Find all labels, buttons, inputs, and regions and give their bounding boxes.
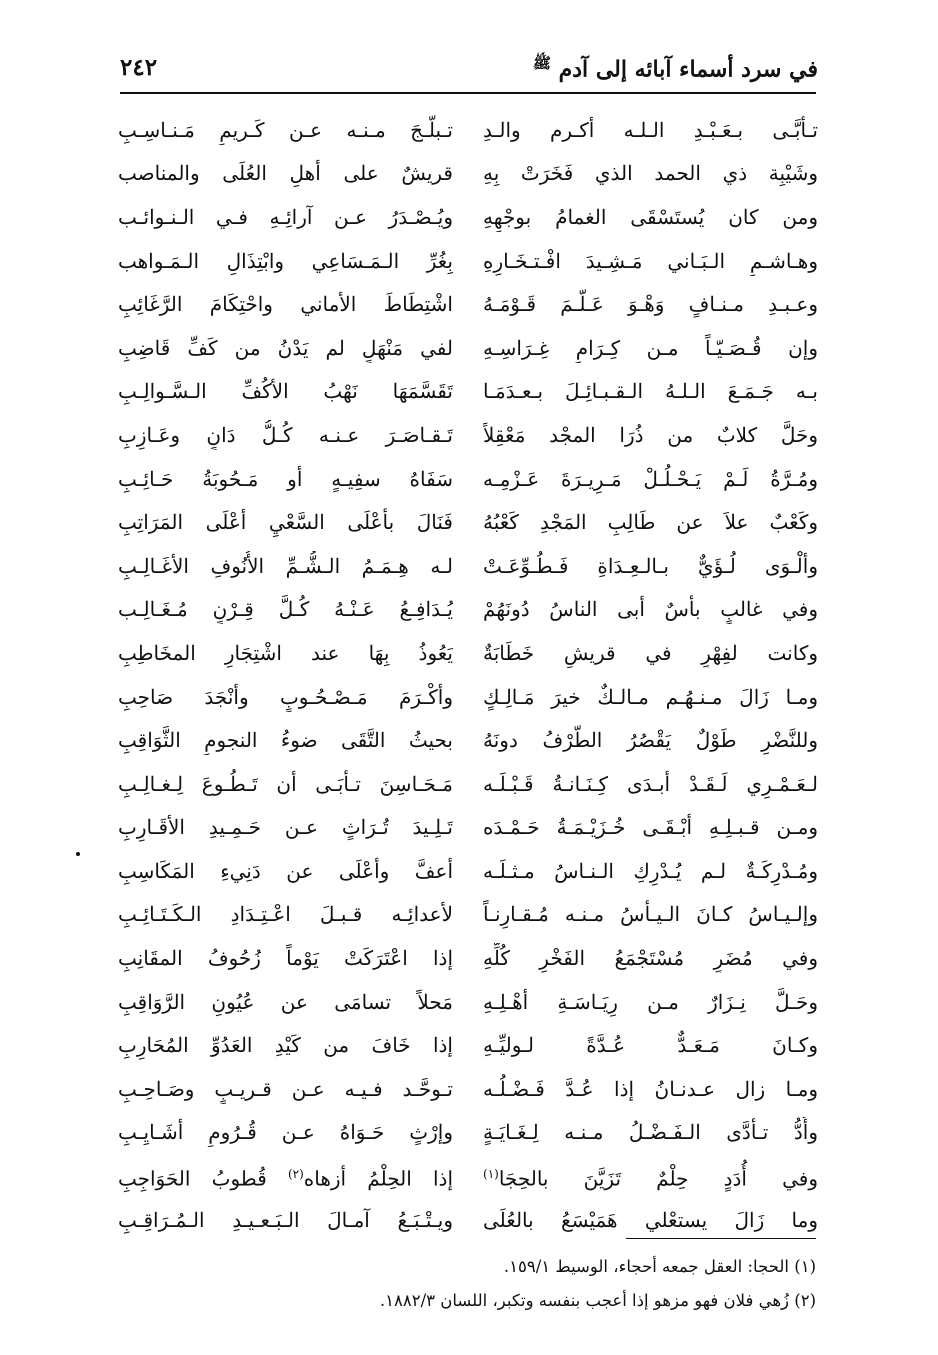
verse-line (118, 326, 818, 370)
verse-line (118, 108, 818, 152)
running-header (120, 48, 818, 88)
verse-line (118, 893, 818, 937)
honorific-symbol: ﷺ (532, 54, 551, 72)
footnote-divider (626, 1238, 816, 1239)
chapter-title-text: في سرد أسماء آبائه إلى آدم (558, 56, 818, 83)
second-hemistich: تَقَسَّمَهَا نَهْبُ الأكُفِّ الـسَّـوالِـبِ (118, 379, 453, 404)
verse-line (118, 1198, 818, 1242)
second-hemistich: بِغُرِّ الـمَـسَاعِي وابْتِذَالِ الـمَـواهب (118, 248, 453, 273)
footnote-marker[interactable]: (٢) (287, 1166, 304, 1181)
verse-line (118, 413, 818, 457)
verse-line (118, 849, 818, 893)
second-hemistich: ويُـصْـدَرُ عـن آرائِـهِ فـي الـنـوائـب (118, 204, 453, 229)
first-hemistich (483, 1159, 818, 1194)
verse-line (118, 500, 818, 544)
first-hemistich: ومُـرَّةُ لَـمْ يَـحْـلُـلْ مَـرِيـرَةَ عَـزْمِـه (483, 466, 818, 491)
first-hemistich: وشَيْبِة ذي الحمد الذي فَخَرَتْ بِهِ (483, 161, 818, 186)
verse-line (118, 762, 818, 806)
verse-line (118, 980, 818, 1024)
verse-line (118, 370, 818, 414)
verse-line (118, 806, 818, 850)
first-hemistich: وإلـيـاسُ كـانَ الـيـأْسُ مـنـه مُـقـارِنـاً (483, 902, 818, 927)
second-hemistich: لفي مَنْهَلٍ لم يَدْنُ من كَفِّ قَاضِبِ (118, 335, 453, 360)
page-number: ٢٤٢ (120, 54, 158, 81)
second-hemistich: أعفَّ وأعْلَى عن دَنِيءِ المَكَاسِبِ (118, 858, 453, 883)
second-hemistich: تَـلِـيدَ تُـرَاثٍ عـن حَـمِـيدِ الأقَـارِبِ (118, 815, 453, 840)
verse-line (118, 457, 818, 501)
first-hemistich: وحَلَّ كلابٌ من ذُرَا المجْد مَعْقِلاً (483, 422, 818, 447)
first-hemistich: وكـانَ مَـعَـدٌّ عُـدَّةً لـوليِّـهِ (483, 1033, 818, 1058)
second-hemistich: ويـتْـبَـعُ آمـالَ الـبَـعـيـدِ الـمُـرَاقِـبِ (118, 1207, 453, 1232)
first-hemistich: وفي مُضَرٍ مُسْتَجْمَعُ الفَخْرِ كُلِّهِ (483, 946, 818, 971)
second-hemistich: وإرْثٍ حَـوَاهُ عـن قُـرُومٍ أشَـايِـبِ (118, 1120, 453, 1145)
first-hemistich: ومـا زَالَ مـنـهُـم مـالـكٌ خيرَ مَـالِـكٍ (483, 684, 818, 709)
verse-line (118, 1067, 818, 1111)
first-hemistich: وكانت لفِهْرٍ في قريشٍ خَطَابَةٌ (483, 640, 818, 665)
print-speck (76, 852, 80, 856)
first-hemistich: بـه جَـمَـعَ الـلـهُ الـقـبـائِـلَ بـعـدَمَـا (483, 379, 818, 404)
verse-line (118, 1154, 818, 1198)
hemistich-text: قُطوبُ الحَوَاجِبِ (118, 1166, 288, 1191)
footnote: (١) الحجا: العقل جمعه أحجاء، الوسيط ١٥٩/١. (503, 1257, 816, 1276)
verse-line (118, 631, 818, 675)
hemistich-text: إذا الحِلْمُ أزهاه (303, 1166, 453, 1191)
first-hemistich: ومن كان يُستَسْقَى الغمامُ بوجْهِهِ (483, 204, 818, 229)
verse-line (118, 544, 818, 588)
first-hemistich: وإن قُـصَـيّـاً مـن كِـرَامِ غِـرَاسِـهِ (483, 335, 818, 360)
second-hemistich: تَـقـاصَـرَ عـنـه كُـلُّ دَانٍ وعَـازِبِ (118, 422, 453, 447)
first-hemistich: تـأبَّـى بـعَـبْـدِ الـلـه أكـرم والـدِ (483, 117, 818, 142)
verse-line (118, 1023, 818, 1067)
second-hemistich: يَعُوذُ بِهَا عند اشْتِجَارِ المخَاطِبِ (118, 640, 453, 665)
second-hemistich: بحيثُ التَّقَى ضوءُ النجومِ الثَّوَاقِبِ (118, 728, 453, 753)
first-hemistich: وفي غالبٍ بأْسٌ أبى الناسُ دُونَهُمْ (483, 597, 818, 622)
first-hemistich: وكَعْبٌ علاَ عن طَالِبِ المَجْدِ كَعْبُهُ (483, 510, 818, 535)
first-hemistich: وأُدُّ تـأدَّى الـفَـضْـلُ مـنـه لِـغَـايَـةٍ (483, 1120, 818, 1145)
verse-line (118, 718, 818, 762)
verse-line (118, 239, 818, 283)
verse-line (118, 282, 818, 326)
chapter-title (533, 54, 818, 82)
second-hemistich: تـوحَّـد فـيـه عـن قـريـبٍ وصَـاحِـبِ (118, 1076, 453, 1101)
footnotes (116, 1254, 816, 1322)
second-hemistich (118, 1159, 453, 1194)
footnote-marker[interactable]: (١) (483, 1166, 499, 1181)
first-hemistich: وللنَّضْرِ طَوْلٌ يَقْصُرُ الطَّرْفُ دونَهُ (483, 728, 818, 753)
second-hemistich: اشْتِطَاطَ الأماني واحْتِكَامَ الرَّغَائِبِ (118, 292, 453, 317)
second-hemistich: فَنَالَ بأعْلَى السَّعْيِ أعْلَى المَرَاتِبِ (118, 510, 453, 535)
first-hemistich: لـعَـمْـرِي لَـقَـدْ أبـدَى كِـنَـانـةُ قَـبْـلَـه (483, 771, 818, 796)
second-hemistich: إذا خَافَ من كَيْدِ العَدُوِّ المُحَارِبِ (118, 1033, 453, 1058)
first-hemistich: ومـن قـبـلِـهِ أبْـقَـى خُـزَيْـمَـةُ حَـمْـدَه (483, 815, 818, 840)
second-hemistich: لـه هِـمَـمُ الـشُّـمِّ الأُنُوفِ الأغَـالِـبِ (118, 553, 453, 578)
first-hemistich: وحَـلَّ نِـزَارٌ مـن رِيَـاسَـةِ أهْـلِـهِ (483, 989, 818, 1014)
hemistich-text: وفي أُدَدٍ حِلْمٌ تَزَيَّنَ بالحِجَا (498, 1166, 818, 1191)
first-hemistich: ومـا زال عـدنـانُ إذا عُـدَّ فَـضْـلُـه (483, 1076, 818, 1101)
first-hemistich: وهـاشـمِ الـبَـاني مَـشِـيدَ افْـتـخَـارِهِ (483, 248, 818, 273)
second-hemistich: وأكْـرَمَ مَـصْـحُـوبٍ وأنْجَدَ صَاحِبِ (118, 684, 453, 709)
footnote: (٢) زُهي فلان فهو مزهو إذا أعجب بنفسه وتكبر، اللسان ١٨٨٢/٣. (379, 1291, 816, 1310)
second-hemistich: يُـدَافِـعُ عَـنْـهُ كُـلَّ قِـرْنٍ مُـغَـالِـب (118, 597, 453, 622)
verse-line (118, 936, 818, 980)
first-hemistich: ومُـدْرِكَـةٌ لـم يُـدْرِكِ الـنـاسُ مـثـلَـه (483, 858, 818, 883)
verse-line (118, 588, 818, 632)
first-hemistich: وألْـوَى لُـؤَيٌّ بـالـعِـدَاةِ فَـطُـوِّعَـتْ (483, 553, 818, 578)
header-divider (120, 92, 816, 94)
second-hemistich: إذا اعْتَرَكَتْ يَوْماً زُحُوفُ المقَانِبِ (118, 946, 453, 971)
second-hemistich: قريشٌ على أهلِ العُلَى والمناصب (118, 161, 453, 186)
verse-line (118, 195, 818, 239)
second-hemistich: مَحلاً تسامَى عن عُيُونِ الرَّوَاقِبِ (118, 989, 453, 1014)
first-hemistich: وعـبـدِ مـنـافٍ وَهْـوَ عَـلَّـمَ قَـوْمَـهُ (483, 292, 818, 317)
second-hemistich: لأعدائِـه قـبـلَ اعْـتِـدَادِ الـكَـتَـائِـبِ (118, 902, 453, 927)
verse-line (118, 1111, 818, 1155)
verse-line (118, 152, 818, 196)
verse-line (118, 675, 818, 719)
second-hemistich: مَـحَـاسِنَ تـأْبَـى أن تَـطُـوعَ لِـغـالِـبِ (118, 771, 453, 796)
second-hemistich: سَفَاهُ سفِيـهٍ أو مَـحُوبَةُ حَـائِـبِ (118, 466, 453, 491)
second-hemistich: تـبلَّـجَ مـنـه عـن كَـريمِ مَـنـاسِـبِ (118, 117, 453, 142)
first-hemistich: وما زَالَ يستعْلي هَمَيْسَعُ بالعُلَى (483, 1207, 818, 1232)
poem (118, 108, 818, 1241)
